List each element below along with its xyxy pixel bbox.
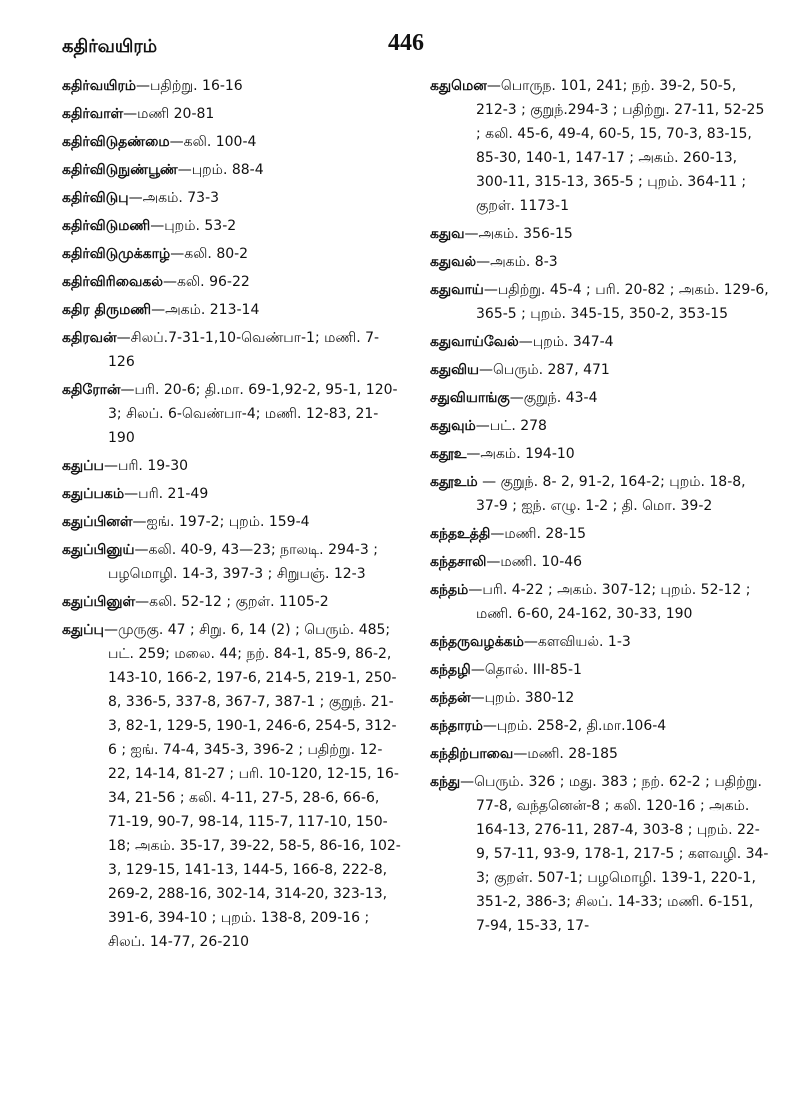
entry-headword: கதிர்விரிவைகல் — [62, 274, 163, 290]
index-entry — [62, 130, 402, 154]
index-entry — [62, 590, 402, 614]
entry-headword: கதுமென — [430, 78, 487, 94]
index-entry — [430, 578, 770, 626]
entry-references: —பரி. 4-22 ; அகம். 307-12; புறம். 52-12 ; மணி. 6-60, 24-162, 30-33, 190 — [468, 582, 751, 622]
entry-references: —பரி. 20-6; தி.மா. 69-1,92-2, 95-1, 120-3; சிலப். 6-வெண்பா-4; மணி. 12-83, 21-190 — [108, 382, 398, 446]
index-entry — [62, 298, 402, 322]
entry-references: —அகம். 73-3 — [128, 190, 220, 206]
entry-headword: கதூஉம் — [430, 474, 478, 490]
index-entry — [62, 214, 402, 238]
entry-headword: சதுவியாங்கு — [430, 390, 510, 406]
entry-headword: கதுவல் — [430, 254, 477, 270]
entry-headword: கதிர்வாள் — [62, 106, 124, 122]
entry-references: —புறம். 258-2, தி.மா.106-4 — [482, 718, 667, 734]
entry-headword: கதிர திருமணி — [62, 302, 152, 318]
entry-headword: கந்தம் — [430, 582, 469, 598]
page-number: 446 — [388, 30, 424, 56]
entry-references: —சிலப்.7-31-1,10-வெண்பா-1; மணி. 7-126 — [108, 330, 380, 370]
entry-headword: கதிர்விடுமணி — [62, 218, 151, 234]
entry-references: —பெரும். 287, 471 — [479, 362, 610, 378]
index-entry — [430, 442, 770, 466]
entry-headword: கதிரோன் — [62, 382, 121, 398]
page-header — [0, 30, 800, 60]
entry-headword: கதுவ — [430, 226, 465, 242]
entry-headword: கதிர்விடுநுண்பூண் — [62, 162, 178, 178]
entry-headword: கதூஉ — [430, 446, 467, 462]
entry-headword: கதுப்பகம் — [62, 486, 125, 502]
entry-references: —பொருந. 101, 241; நற். 39-2, 50-5, 212-3 ; குறுந்.294-3 ; பதிற்று. 27-11, 52-25 ; கலி. 45-6, 49-4, 60-5, 15, 70-3, 83-15, 85-30, 140-1, 147-17 ; அகம். 260-13, 300-11, 315-13, 365-5 ; புறம். 364-11 ; குறள். 1173-1 — [476, 78, 765, 214]
index-entry — [430, 386, 770, 410]
index-entry — [62, 538, 402, 586]
index-entry — [430, 470, 770, 518]
index-entry — [62, 454, 402, 478]
entry-references: —மணி 20-81 — [123, 106, 215, 122]
entry-headword: கதுப்பினுய் — [62, 542, 135, 558]
entry-headword: கதிர்வயிரம் — [62, 78, 137, 94]
entry-references: —அகம். 213-14 — [151, 302, 260, 318]
entry-references: —பட். 278 — [475, 418, 547, 434]
index-entry — [62, 618, 402, 954]
left-column — [62, 74, 402, 958]
running-head: கதிர்வயிரம் — [62, 36, 158, 57]
entry-references: —மணி. 28-15 — [490, 526, 587, 542]
index-entry — [62, 270, 402, 294]
entry-references: —கலி. 96-22 — [162, 274, 250, 290]
index-entry — [430, 630, 770, 654]
index-entry — [430, 658, 770, 682]
entry-references: —மணி. 10-46 — [486, 554, 583, 570]
entry-headword: கதிர்விடுதண்மை — [62, 134, 170, 150]
index-entry — [62, 158, 402, 182]
entry-headword: கதுப்பினள் — [62, 514, 133, 530]
entry-headword: கதிர்விடுமுக்காழ் — [62, 246, 171, 262]
entry-references: —புறம். 380-12 — [470, 690, 575, 706]
index-entry — [430, 714, 770, 738]
entry-headword: கதிரவன் — [62, 330, 117, 346]
index-entry — [430, 278, 770, 326]
index-entry — [62, 482, 402, 506]
index-entry — [62, 378, 402, 450]
entry-references: —மணி. 28-185 — [513, 746, 618, 762]
index-entry — [430, 522, 770, 546]
entry-headword: கதுப்ப — [62, 458, 104, 474]
entry-references: —பரி. 19-30 — [103, 458, 189, 474]
entry-references: —பரி. 21-49 — [124, 486, 209, 502]
index-entry — [430, 358, 770, 382]
entry-headword: கந்தன் — [430, 690, 471, 706]
index-entry — [430, 550, 770, 574]
entry-references: —பெரும். 326 ; மது. 383 ; நற். 62-2 ; பதிற்று. 77-8, வந்தனென்-8 ; கலி. 120-16 ; அகம். 164-13, 276-11, 287-4, 303-8 ; புறம். 22-9, 57-11, 93-9, 178-1, 217-5 ; களவழி. 34-3; குறள். 507-1; பழமொழி. 139-1, 220-1, 351-2, 386-3; சிலப். 14-33; மணி. 6-151, 7-94, 15-33, 17- — [460, 774, 769, 934]
index-entry — [430, 330, 770, 354]
entry-references: —கலி. 100-4 — [169, 134, 257, 150]
entry-references: —புறம். 53-2 — [150, 218, 237, 234]
entry-references: —பதிற்று. 45-4 ; பரி. 20-82 ; அகம். 129-6, 365-5 ; புறம். 345-15, 350-2, 353-15 — [476, 282, 769, 322]
index-entry — [62, 326, 402, 374]
entry-headword: கந்து — [430, 774, 461, 790]
entry-headword: கதுப்பு — [62, 622, 104, 638]
index-entry — [62, 186, 402, 210]
index-entry — [430, 222, 770, 246]
entry-headword: கதுவிய — [430, 362, 480, 378]
right-column — [430, 74, 770, 942]
entry-headword: கதுப்பினுள் — [62, 594, 136, 610]
entry-references: —அகம். 194-10 — [466, 446, 575, 462]
entry-references: —கலி. 52-12 ; குறள். 1105-2 — [135, 594, 329, 610]
entry-references: —தொல். III-85-1 — [470, 662, 582, 678]
entry-headword: கந்தாரம் — [430, 718, 483, 734]
entry-headword: கந்திற்பாவை — [430, 746, 514, 762]
index-entry — [430, 250, 770, 274]
index-entry — [430, 742, 770, 766]
entry-headword: கந்தசாலி — [430, 554, 487, 570]
entry-references: —கலி. 40-9, 43—23; நாலடி. 294-3 ; பழமொழி. 14-3, 397-3 ; சிறுபஞ். 12-3 — [108, 542, 378, 582]
index-entry — [62, 102, 402, 126]
index-entry — [62, 74, 402, 98]
entry-headword: கதுவும் — [430, 418, 476, 434]
index-entry — [430, 770, 770, 938]
index-entry — [430, 74, 770, 218]
entry-headword: கதுவாய்வேல் — [430, 334, 519, 350]
entry-headword: கதிர்விடுபு — [62, 190, 129, 206]
entry-headword: கதுவாய் — [430, 282, 484, 298]
entry-references: — குறுந். 8- 2, 91-2, 164-2; புறம். 18-8, 37-9 ; ஐந். எழு. 1-2 ; தி. மொ. 39-2 — [476, 474, 746, 514]
entry-references: —பதிற்று. 16-16 — [136, 78, 243, 94]
entry-references: —புறம். 88-4 — [177, 162, 264, 178]
entry-references: —குறுந். 43-4 — [509, 390, 598, 406]
entry-references: —முருகு. 47 ; சிறு. 6, 14 (2) ; பெரும். 485; பட். 259; மலை. 44; நற். 84-1, 85-9, 86-2, 143-10, 166-2, 197-6, 214-5, 219-1, 250-8, 336-5, 337-8, 367-7, 387-1 ; குறுந். 21-3, 82-1, 129-5, 190-1, 246-6, 254-5, 312-6 ; ஐங். 74-4, 345-3, 396-2 ; பதிற்று. 12-22, 14-14, 81-27 ; பரி. 10-120, 12-15, 16-34, 21-56 ; கலி. 4-11, 27-5, 28-6, 66-6, 71-19, 90-7, 98-14, 115-7, 117-10, 150-18; அகம். 35-17, 39-22, 58-5, 86-16, 102-3, 129-15, 141-13, 144-5, 166-8, 222-8, 269-2, 288-16, 302-14, 314-20, 323-13, 391-6, 394-10 ; புறம். 138-8, 209-16 ; சிலப். 14-77, 26-210 — [103, 622, 401, 950]
entry-references: —புறம். 347-4 — [518, 334, 614, 350]
index-entry — [430, 686, 770, 710]
entry-references: —ஐங். 197-2; புறம். 159-4 — [132, 514, 310, 530]
entry-headword: கந்தருவழக்கம் — [430, 634, 524, 650]
index-entry — [62, 510, 402, 534]
entry-references: —களவியல். 1-3 — [523, 634, 631, 650]
index-entry — [430, 414, 770, 438]
index-entry — [62, 242, 402, 266]
entry-references: —அகம். 356-15 — [464, 226, 573, 242]
entry-headword: கந்தழி — [430, 662, 471, 678]
entry-references: —கலி. 80-2 — [170, 246, 249, 262]
entry-headword: கந்தஉத்தி — [430, 526, 491, 542]
entry-references: —அகம். 8-3 — [476, 254, 558, 270]
